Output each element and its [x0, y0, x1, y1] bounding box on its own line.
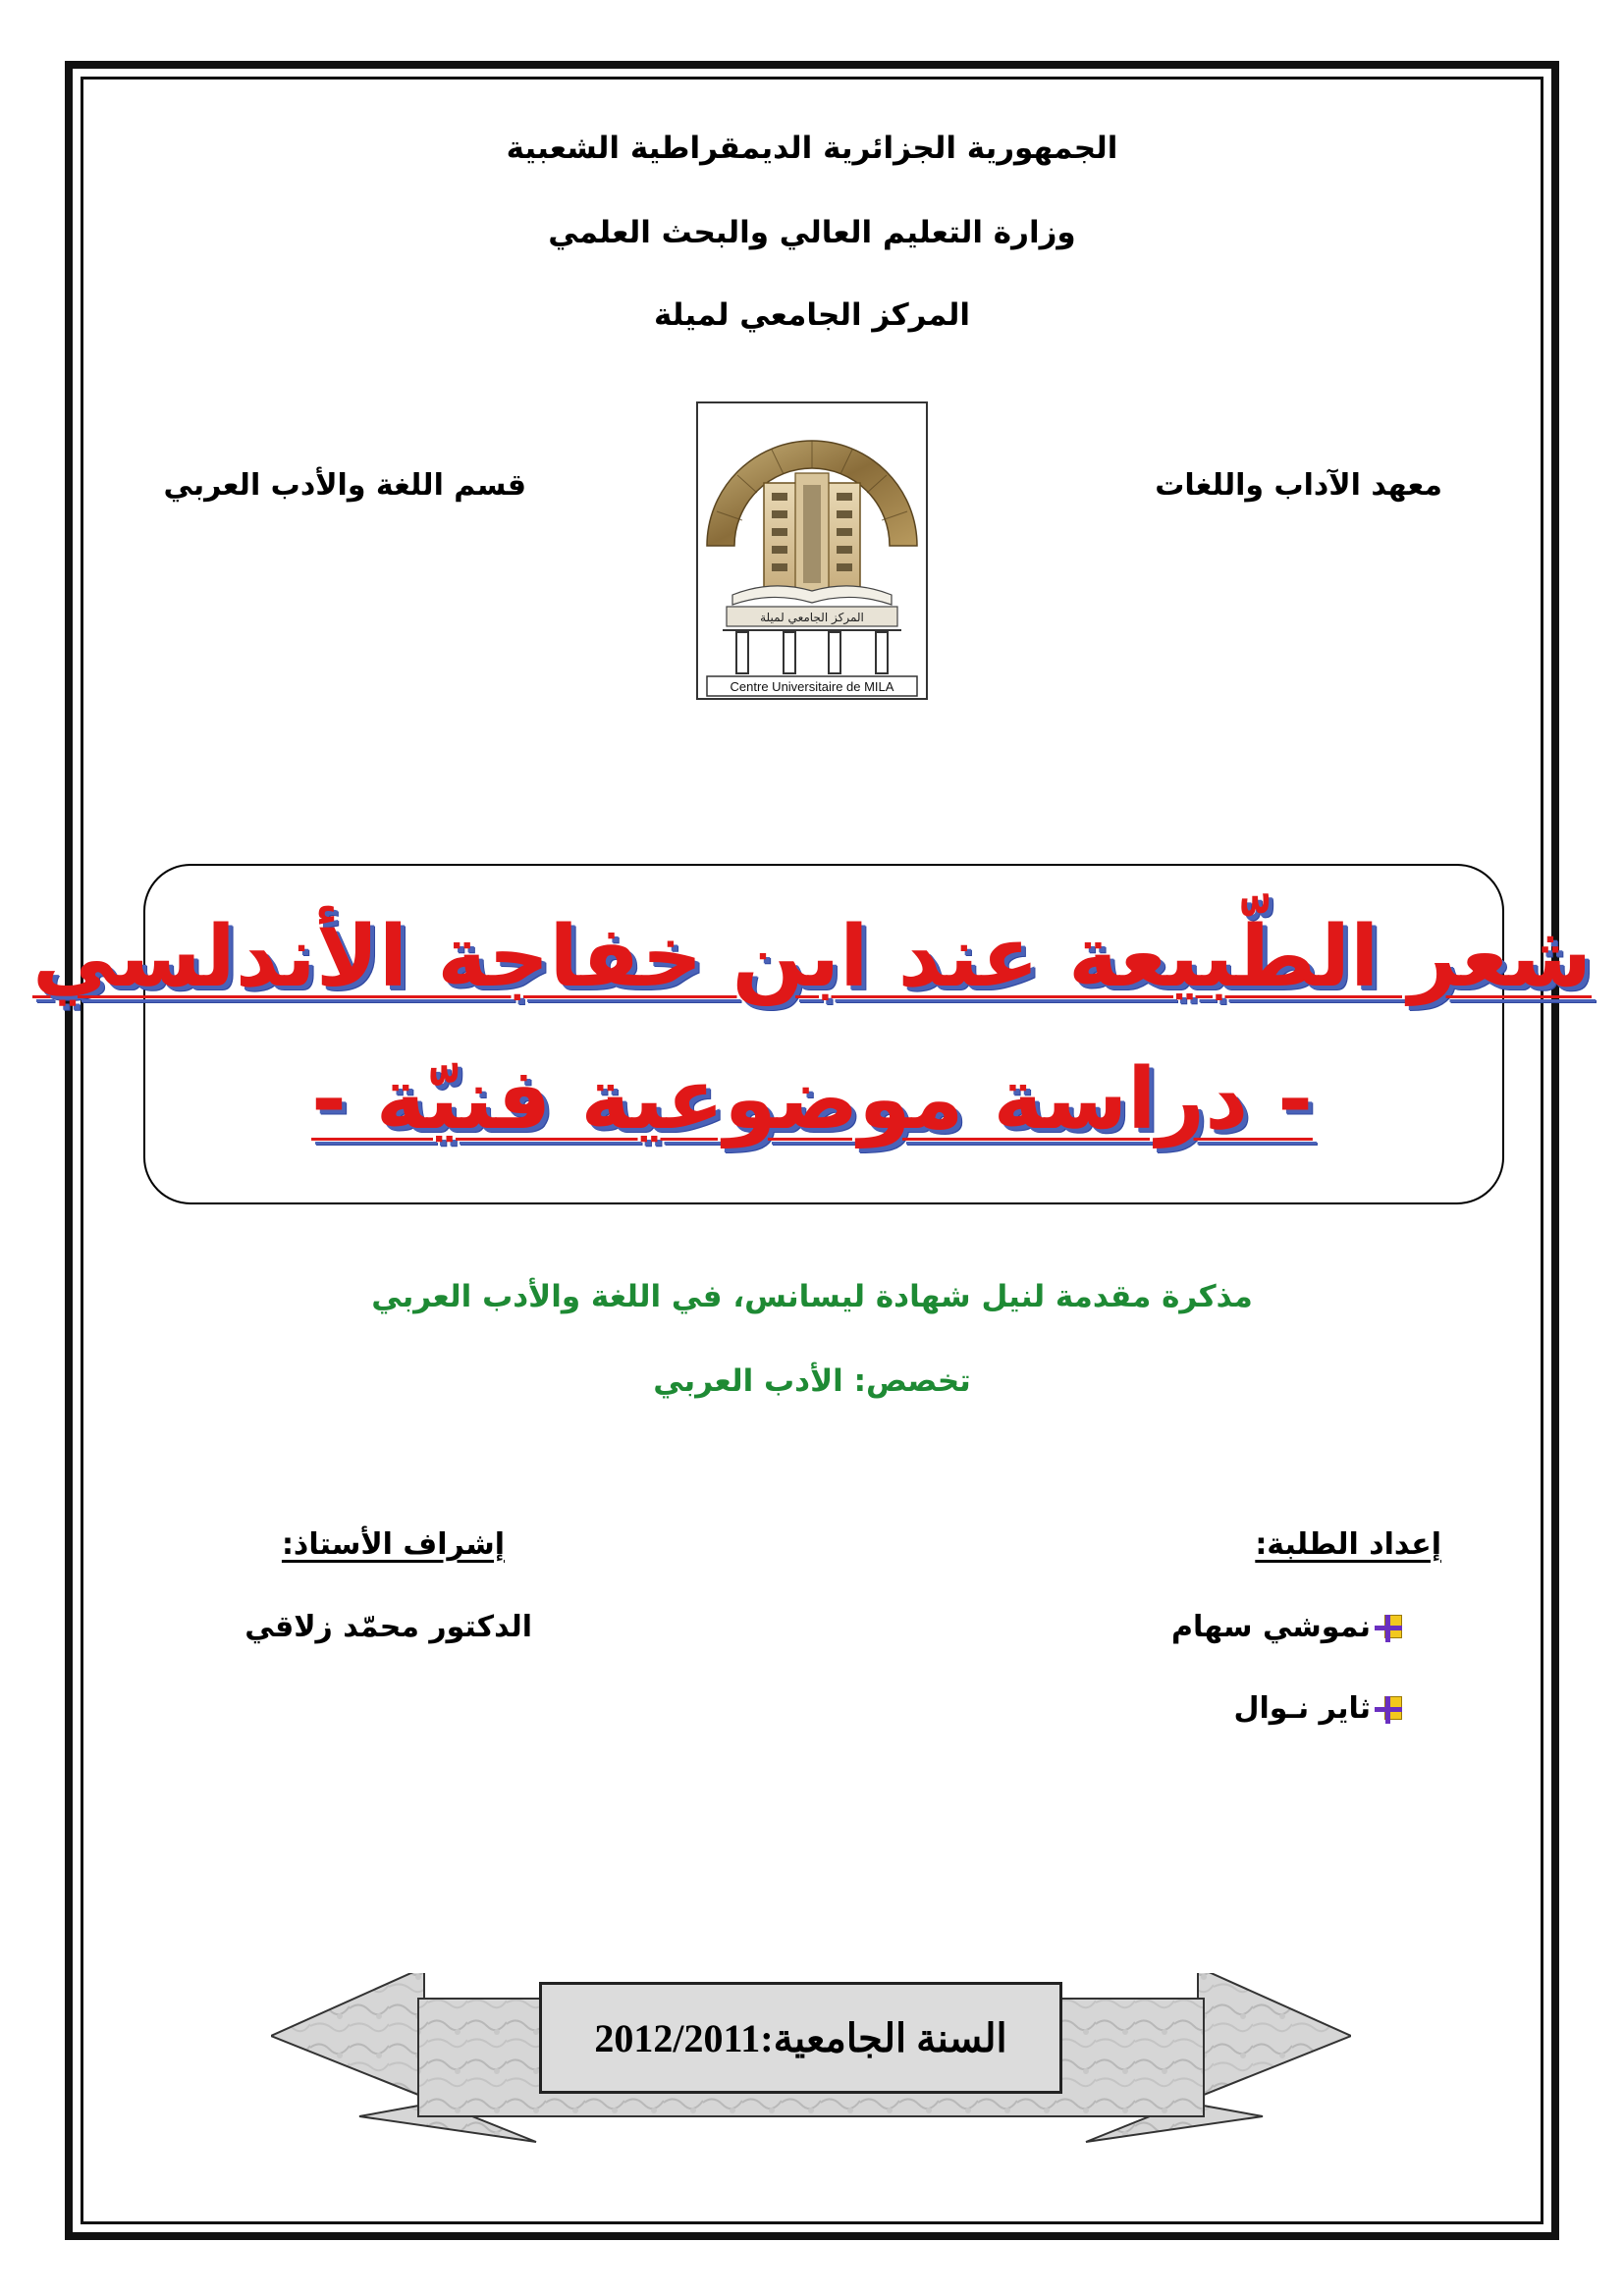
- academic-year-label: السنة الجامعية:: [760, 2015, 1007, 2060]
- academic-year-value: 2012/2011: [594, 2015, 761, 2060]
- academic-year-box: [539, 1982, 1062, 2094]
- institute-label: معهد الآداب واللغات: [1155, 468, 1442, 503]
- department-label: قسم اللغة والأدب العربي: [163, 468, 526, 503]
- supervisor-label: إشراف الأستاذ:: [281, 1527, 505, 1562]
- republic-heading: الجمهورية الجزائرية الديمقراطية الشعبية: [506, 131, 1118, 166]
- student-name: ثاير نـوال: [1233, 1691, 1402, 1726]
- logo-emblem-icon: [693, 399, 931, 703]
- specialty-line: تخصص: الأدب العربي: [653, 1363, 971, 1399]
- ministry-heading: وزارة التعليم العالي والبحث العلمي: [548, 215, 1076, 250]
- supervisor-name: الدكتور محمّد زلاقي: [244, 1610, 532, 1644]
- bullet-icon: [1375, 1615, 1402, 1642]
- logo-arabic-caption: المركز الجامعي لميلة: [760, 611, 864, 624]
- bullet-icon: [1375, 1696, 1402, 1724]
- thesis-subtitle: - دراسة موضوعية فنيّة -: [311, 1050, 1313, 1148]
- memo-description: مذكرة مقدمة لنيل شهادة ليسانس، في اللغة والأدب العربي: [371, 1279, 1253, 1314]
- students-label: إعداد الطلبة:: [1255, 1527, 1441, 1562]
- university-logo: [693, 399, 931, 703]
- logo-latin-caption: Centre Universitaire de MILA: [730, 679, 894, 694]
- center-heading: المركز الجامعي لميلة: [653, 297, 971, 333]
- thesis-title: شعر الطّبيعة عند ابن خفاجة الأندلسي: [31, 908, 1593, 1006]
- student-name: نموشي سهام: [1171, 1610, 1402, 1644]
